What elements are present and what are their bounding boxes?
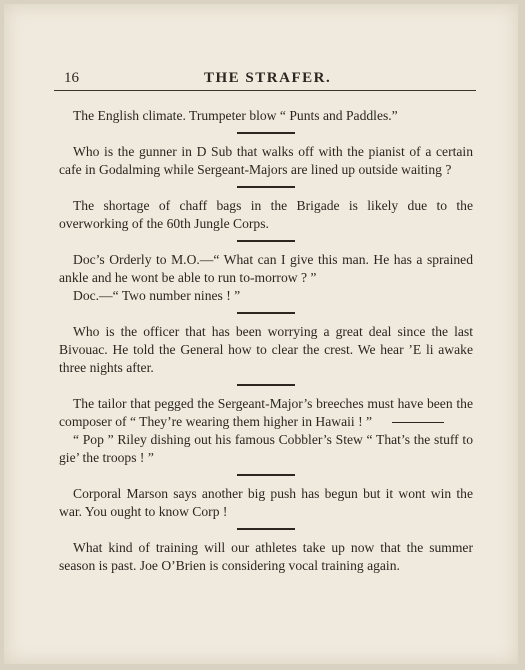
tailor-text: The tailor that pegged the Sergeant-Major’s breeches must have been the composer of “ They’re wearing them higher in Hawaii ! ” <box>59 396 473 429</box>
section-divider <box>237 312 295 314</box>
inline-divider <box>392 422 444 423</box>
section-divider <box>237 384 295 386</box>
paragraph-chaff-bags: The shortage of chaff bags in the Brigade is likely due to the overworking of the 60th Jungle Corps. <box>59 198 473 231</box>
paragraph-officer-bivouac: Who is the officer that has been worrying a great deal since the last Bivouac. He told the General how to clear the crest. We hear ’E li awake three nights after. <box>59 324 473 375</box>
paragraph-corporal-marson: Corporal Marson says another big push has begun but it wont win the war. You ought to know Corp ! <box>59 486 473 519</box>
section-divider <box>237 132 295 134</box>
section-divider <box>237 528 295 530</box>
page-number: 16 <box>64 70 79 86</box>
paragraph-gunner-pianist: Who is the gunner in D Sub that walks off with the pianist of a certain cafe in Godalming while Sergeant-Majors are lined up outside waiting ? <box>59 144 473 177</box>
paragraph-doc-reply: Doc.—“ Two number nines ! ” <box>73 288 241 303</box>
section-divider <box>237 186 295 188</box>
paragraph-tailor <box>59 395 473 431</box>
section-divider <box>237 240 295 242</box>
section-divider <box>237 474 295 476</box>
paragraph-english-climate: The English climate. Trumpeter blow “ Punts and Paddles.” <box>73 108 398 123</box>
running-header <box>54 68 476 91</box>
paragraph-pop-riley: “ Pop ” Riley dishing out his famous Cobbler’s Stew “ That’s the stuff to gie’ the troops ! ” <box>59 432 473 465</box>
paragraph-athletes-training: What kind of training will our athletes take up now that the summer season is past. Joe O’Brien is considering vocal training again. <box>59 540 473 573</box>
page-body <box>59 107 473 575</box>
book-page <box>4 4 518 664</box>
running-title: THE STRAFER. <box>204 70 332 86</box>
paragraph-docs-orderly: Doc’s Orderly to M.O.—“ What can I give this man. He has a sprained ankle and he wont be able to run to-morrow ? ” <box>59 252 473 285</box>
